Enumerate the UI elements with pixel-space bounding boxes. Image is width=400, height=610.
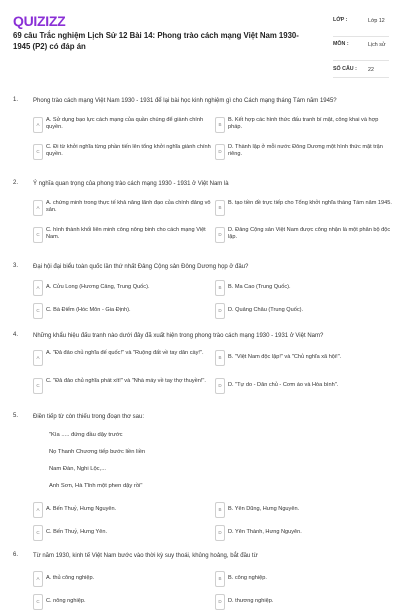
option-text: D. Quảng Châu (Trung Quốc). — [228, 307, 304, 313]
poem-line: Nọ Thanh Chương tiếp bước liền liền — [49, 449, 146, 455]
option-text: A. Cửu Long (Hương Cảng, Trung Quốc). — [46, 284, 150, 290]
option-letter: C — [33, 227, 43, 243]
option-letter: C — [33, 594, 43, 610]
question-number: 2. — [13, 180, 19, 186]
option-letter: C — [33, 303, 43, 319]
question-number: 4. — [13, 332, 19, 338]
question-number: 1. — [13, 97, 19, 103]
option-letter: C — [33, 144, 43, 160]
class-value: Lớp 12 — [368, 18, 385, 24]
option-text: B. "Việt Nam độc lập!" và "Chủ nghĩa xã hội!". — [228, 354, 342, 360]
question-number: 5. — [13, 413, 19, 419]
option-letter: B — [215, 502, 225, 518]
option-text: C. Bà Điểm (Hóc Môn - Gia Định). — [46, 307, 131, 313]
option-text: B. Kết hợp các hình thức đấu tranh bí mật, công khai và hợp pháp. — [228, 117, 379, 131]
question-text: Ý nghĩa quan trọng của phong trào cách mạng 1930 - 1931 ở Việt Nam là — [33, 181, 229, 187]
count-value: 22 — [368, 67, 374, 73]
option-text: D. thương nghiệp. — [228, 598, 274, 604]
question-text: Phong trào cách mạng Việt Nam 1930 - 1931 để lại bài học kinh nghiệm gì cho Cách mạng tháng Tám năm 1945? — [33, 98, 337, 104]
option-letter: B — [215, 200, 225, 216]
option-letter: D — [215, 594, 225, 610]
option-letter: B — [215, 117, 225, 133]
option-letter: C — [33, 378, 43, 394]
option-letter: C — [33, 525, 43, 541]
option-letter: B — [215, 571, 225, 587]
option-text: C. "Đả đảo chủ nghĩa phát xít!" và "Nhà máy về tay thợ thuyền!". — [46, 378, 206, 384]
count-label: SỐ CÂU : — [333, 66, 357, 72]
poem-line: Anh Sơn, Hà Tĩnh một phen dậy rồi" — [49, 483, 143, 489]
option-letter: A — [33, 571, 43, 587]
option-letter: D — [215, 227, 225, 243]
option-letter: D — [215, 303, 225, 319]
option-text: A. thủ công nghiệp. — [46, 575, 95, 581]
option-text: B. Ma Cao (Trung Quốc). — [228, 284, 291, 290]
option-letter: D — [215, 378, 225, 394]
option-letter: B — [215, 350, 225, 366]
option-text: C. hình thành khối liên minh công nông binh cho cách mạng Việt Nam. — [46, 227, 206, 241]
option-letter: D — [215, 525, 225, 541]
option-text: C. Đi từ khởi nghĩa từng phần tiến lên tổng khởi nghĩa giành chính quyền. — [46, 144, 211, 158]
option-letter: B — [215, 280, 225, 296]
quizizz-logo: QUIZIZZ — [13, 13, 66, 29]
question-number: 3. — [13, 263, 19, 269]
option-text: C. nông nghiệp. — [46, 598, 86, 604]
poem-line: "Kìa ..... đứng đầu dậy trước — [49, 432, 123, 438]
option-text: B. Yên Dũng, Hưng Nguyên. — [228, 506, 300, 512]
poem-line: Nam Đàn, Nghi Lộc,... — [49, 466, 107, 472]
divider — [333, 60, 389, 61]
option-letter: A — [33, 280, 43, 296]
option-text: D. Yên Thành, Hưng Nguyên. — [228, 529, 302, 535]
option-text: A. Bến Thuỷ, Hưng Nguyên. — [46, 506, 117, 512]
option-text: D. "Tự do - Dân chủ - Cơm áo và Hòa bình". — [228, 382, 339, 388]
option-text: B. công nghiệp. — [228, 575, 267, 581]
option-letter: A — [33, 502, 43, 518]
subject-value: Lịch sử — [368, 42, 386, 48]
question-text: Những khẩu hiệu đấu tranh nào dưới đây đã xuất hiện trong phong trào cách mạng 1930 - 1931 ở Việt Nam? — [33, 333, 324, 339]
option-letter: A — [33, 350, 43, 366]
option-letter: D — [215, 144, 225, 160]
option-text: D. Thành lập ở mỗi nước Đông Dương một hình thức mặt trận riêng. — [228, 144, 383, 158]
page-title: 69 câu Trắc nghiệm Lịch Sử 12 Bài 14: Phong trào cách mạng Việt Nam 1930-1945 (P2) có đáp án — [13, 31, 299, 51]
question-number: 6. — [13, 552, 19, 558]
option-text: D. Đảng Cộng sản Việt Nam được công nhận là một phân bộ độc lập. — [228, 227, 391, 241]
option-letter: A — [33, 200, 43, 216]
question-text: Từ năm 1930, kinh tế Việt Nam bước vào thời kỳ suy thoái, khủng hoảng, bắt đầu từ — [33, 553, 258, 559]
option-text: B. tạo tiền đề trực tiếp cho Tổng khởi nghĩa tháng Tám năm 1945. — [228, 200, 392, 206]
option-letter: A — [33, 117, 43, 133]
divider — [333, 77, 389, 78]
question-text: Điền tiếp từ còn thiếu trong đoạn thơ sau: — [33, 414, 145, 420]
divider — [333, 36, 389, 37]
option-text: A. "Đả đảo chủ nghĩa đế quốc!" và "Ruộng đất về tay dân cày!". — [46, 350, 204, 356]
option-text: A. Sử dụng bạo lực cách mạng của quần chúng để giành chính quyền. — [46, 117, 204, 131]
option-text: A. chứng minh trong thực tế khả năng lãnh đạo của chính đảng vô sản. — [46, 200, 211, 214]
class-label: LỚP : — [333, 17, 348, 23]
option-text: C. Bến Thuỷ, Hưng Yên. — [46, 529, 108, 535]
question-text: Đại hội đại biểu toàn quốc lần thứ nhất Đảng Cộng sản Đông Dương họp ở đâu? — [33, 264, 249, 270]
subject-label: MÔN : — [333, 41, 349, 47]
